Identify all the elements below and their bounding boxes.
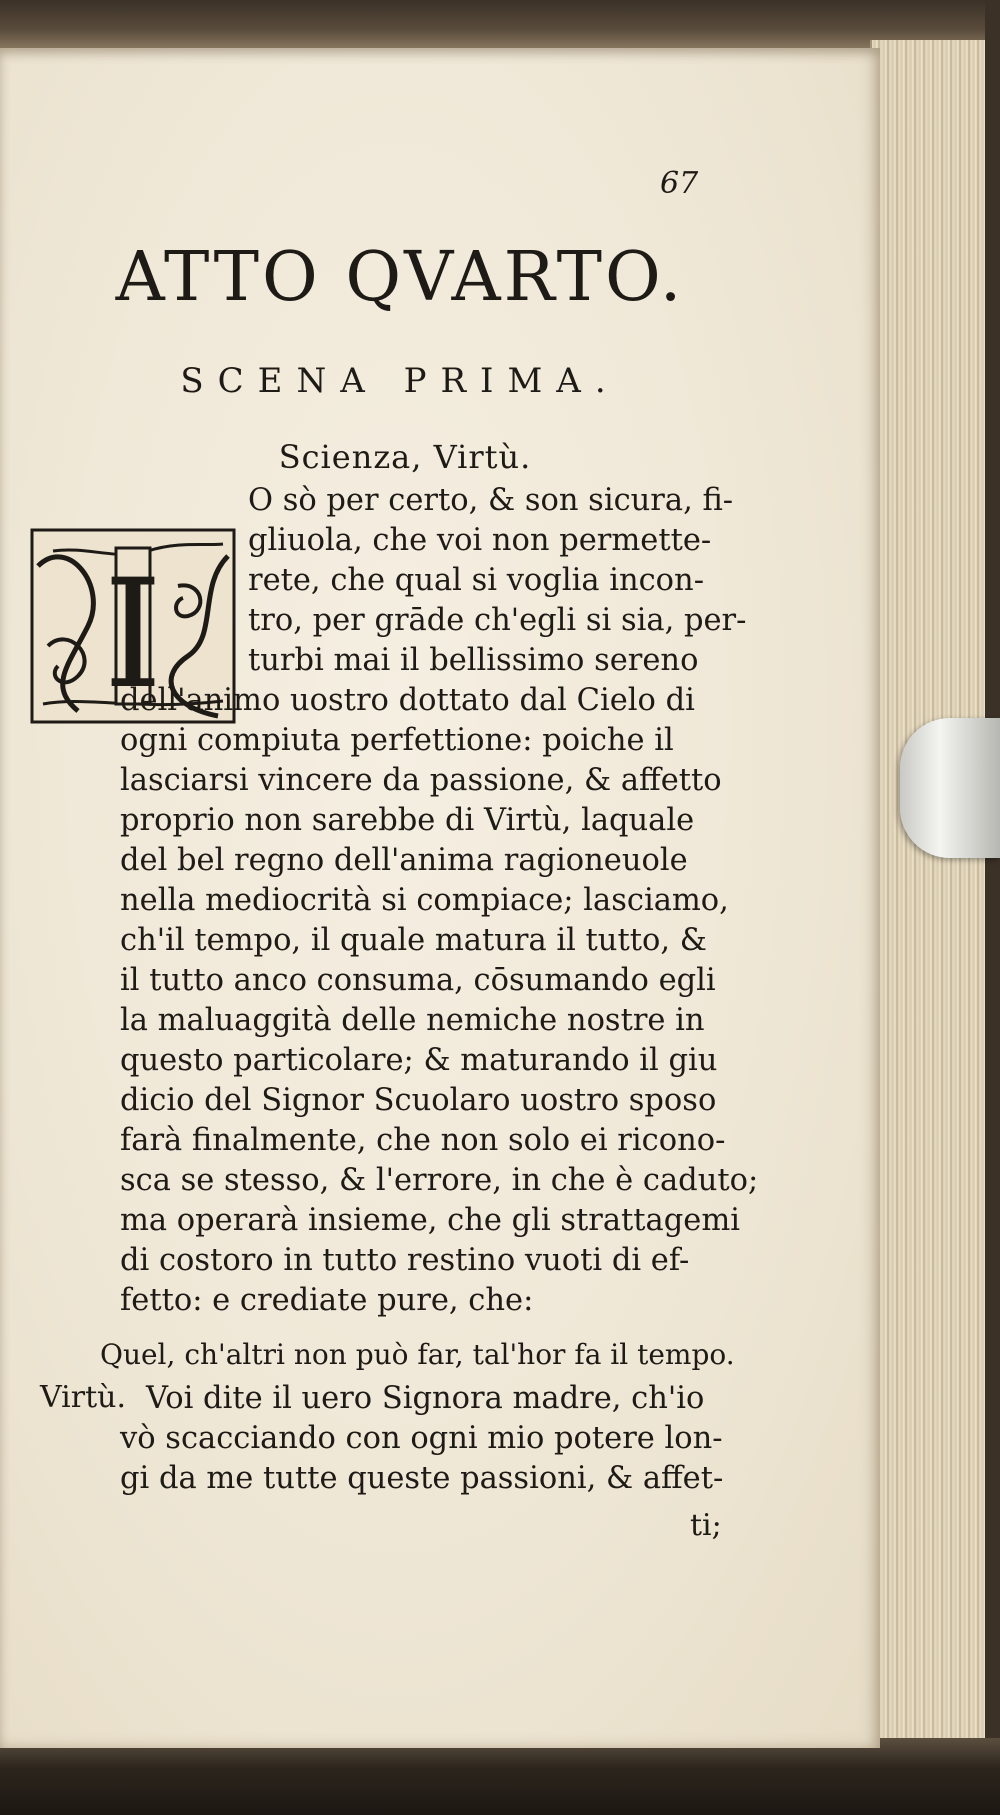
book-page-edges bbox=[870, 40, 1000, 1750]
body-line: ma operarà insieme, che gli strattagemi bbox=[120, 1203, 740, 1238]
body-line: sca se stesso, & l'errore, in che è caduto; bbox=[120, 1163, 759, 1198]
body-line: questo particolare; & maturando il giu bbox=[120, 1043, 718, 1078]
body-line: di costoro in tutto restino vuoti di ef- bbox=[120, 1243, 690, 1278]
body-line: ch'il tempo, il quale matura il tutto, & bbox=[120, 923, 707, 958]
speaker-label: Virtù. bbox=[40, 1380, 126, 1415]
body-line: gliuola, che voi non permette- bbox=[248, 523, 712, 558]
speech-line: gi da me tutte queste passioni, & affet- bbox=[120, 1461, 724, 1496]
body-line: nella mediocrità si compiace; lasciamo, bbox=[120, 883, 729, 918]
scene-characters: Scienza, Virtù. bbox=[278, 438, 532, 476]
body-line: la maluaggità delle nemiche nostre in bbox=[120, 1003, 705, 1038]
book-page bbox=[0, 48, 880, 1748]
body-line: lasciarsi vincere da passione, & affetto bbox=[120, 763, 722, 798]
speech-line: vò scacciando con ogni mio potere lon- bbox=[120, 1421, 723, 1456]
page-number: 67 bbox=[660, 166, 699, 201]
body-line: O sò per certo, & son sicura, fi- bbox=[248, 483, 734, 518]
body-line: farà finalmente, che non solo ei ricono- bbox=[120, 1123, 726, 1158]
body-line: dell'animo uostro dottato dal Cielo di bbox=[120, 683, 695, 718]
scan-right-edge bbox=[985, 0, 1000, 1815]
body-line: rete, che qual si voglia incon- bbox=[248, 563, 704, 598]
scene-title: SCENA PRIMA. bbox=[180, 361, 620, 401]
speech-line: Voi dite il uero Signora madre, ch'io bbox=[146, 1381, 705, 1416]
body-line: tro, per grāde ch'egli si sia, per- bbox=[248, 603, 747, 638]
body-line: del bel regno dell'anima ragioneuole bbox=[120, 843, 688, 878]
motto-line: Quel, ch'altri non può far, tal'hor fa il tempo. bbox=[100, 1338, 735, 1371]
scan-bottom-edge bbox=[0, 1738, 1000, 1815]
scan-top-edge bbox=[0, 0, 1000, 50]
body-line: turbi mai il bellissimo sereno bbox=[248, 643, 699, 678]
page-clip bbox=[900, 718, 1000, 858]
body-line: proprio non sarebbe di Virtù, laquale bbox=[120, 803, 695, 838]
catchword: ti; bbox=[690, 1508, 722, 1543]
act-title: ATTO QVARTO. bbox=[115, 238, 685, 317]
body-line: fetto: e crediate pure, che: bbox=[120, 1283, 534, 1318]
body-line: ogni compiuta perfettione: poiche il bbox=[120, 723, 674, 758]
drop-cap-letter: I bbox=[103, 548, 163, 722]
body-line: il tutto anco consuma, cōsumando egli bbox=[120, 963, 716, 998]
body-line: dicio del Signor Scuolaro uostro sposo bbox=[120, 1083, 717, 1118]
